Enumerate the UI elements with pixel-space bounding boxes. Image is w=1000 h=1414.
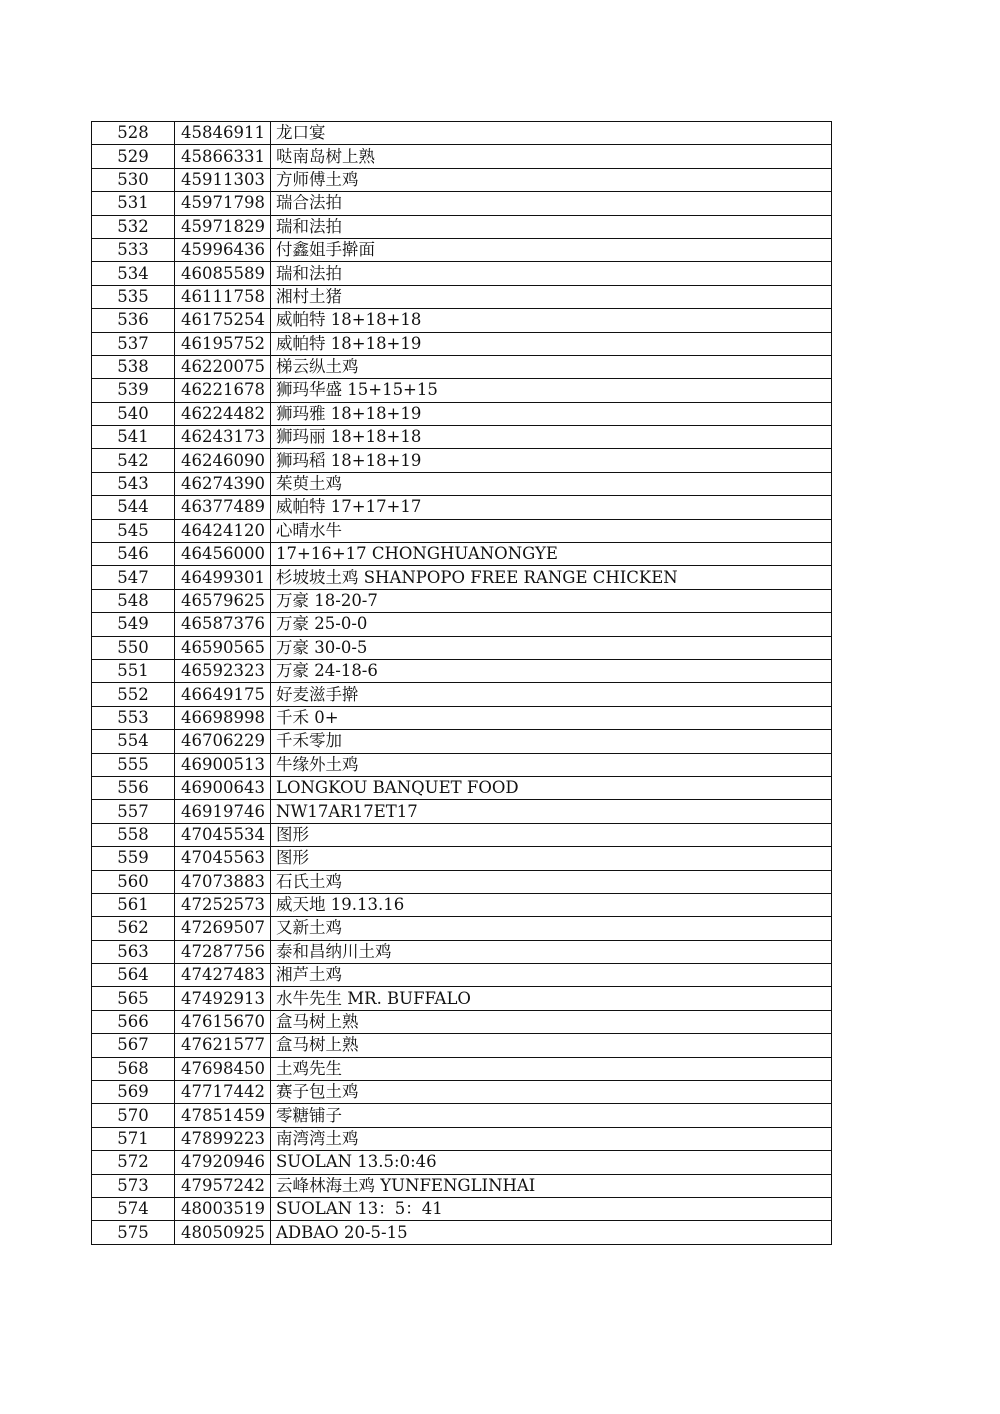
table-row [92,1151,832,1174]
table-row [92,776,832,799]
row-number-cell: 559 [92,847,175,870]
registration-number-cell: 48050925 [175,1221,271,1244]
registration-number-cell: 45846911 [175,122,271,145]
trademark-name-cell: 土鸡先生 [271,1057,832,1080]
registration-number-cell: 47899223 [175,1127,271,1150]
table-row [92,589,832,612]
row-number-cell: 543 [92,472,175,495]
trademark-name-cell: 万豪 24-18-6 [271,659,832,682]
row-number-cell: 563 [92,940,175,963]
registration-number-cell: 46243173 [175,426,271,449]
registration-number-cell: 46424120 [175,519,271,542]
trademark-name-cell: 瑞合法拍 [271,192,832,215]
table-row [92,472,832,495]
registration-number-cell: 47621577 [175,1034,271,1057]
row-number-cell: 545 [92,519,175,542]
registration-number-cell: 46220075 [175,355,271,378]
trademark-name-cell: 万豪 25-0-0 [271,613,832,636]
registration-number-cell: 46900513 [175,753,271,776]
trademark-name-cell: 图形 [271,823,832,846]
table-row [92,683,832,706]
row-number-cell: 555 [92,753,175,776]
trademark-name-cell: 瑞和法拍 [271,262,832,285]
table-row [92,379,832,402]
registration-number-cell: 46175254 [175,309,271,332]
table-row [92,893,832,916]
row-number-cell: 575 [92,1221,175,1244]
row-number-cell: 570 [92,1104,175,1127]
row-number-cell: 562 [92,917,175,940]
table-row [92,636,832,659]
trademark-name-cell: 威天地 19.13.16 [271,893,832,916]
row-number-cell: 541 [92,426,175,449]
table-row [92,215,832,238]
table-row [92,1104,832,1127]
registration-number-cell: 46649175 [175,683,271,706]
trademark-name-cell: 威帕特 18+18+18 [271,309,832,332]
table-row [92,496,832,519]
row-number-cell: 550 [92,636,175,659]
table-row [92,402,832,425]
trademark-name-cell: 云峰林海土鸡 YUNFENGLINHAI [271,1174,832,1197]
table-row [92,355,832,378]
table-row [92,1081,832,1104]
row-number-cell: 530 [92,168,175,191]
row-number-cell: 540 [92,402,175,425]
registration-number-cell: 46592323 [175,659,271,682]
registration-number-cell: 46274390 [175,472,271,495]
trademark-name-cell: SUOLAN 13：5：41 [271,1197,832,1220]
row-number-cell: 531 [92,192,175,215]
trademark-name-cell: 龙口宴 [271,122,832,145]
trademark-name-cell: 水牛先生 MR. BUFFALO [271,987,832,1010]
registration-number-cell: 45866331 [175,145,271,168]
table-row [92,1221,832,1244]
table-body [92,122,832,1245]
registration-number-cell: 46900643 [175,776,271,799]
table-row [92,519,832,542]
registration-number-cell: 45971829 [175,215,271,238]
registration-number-cell: 47492913 [175,987,271,1010]
trademark-name-cell: 杉坡坡土鸡 SHANPOPO FREE RANGE CHICKEN [271,566,832,589]
trademark-name-cell: 湘村土猪 [271,285,832,308]
table-row [92,426,832,449]
row-number-cell: 558 [92,823,175,846]
trademark-name-cell: 心晴水牛 [271,519,832,542]
registration-number-cell: 47269507 [175,917,271,940]
table-row [92,238,832,261]
table-row [92,285,832,308]
registration-number-cell: 47851459 [175,1104,271,1127]
row-number-cell: 528 [92,122,175,145]
registration-number-cell: 47045563 [175,847,271,870]
row-number-cell: 553 [92,706,175,729]
table-row [92,1174,832,1197]
row-number-cell: 554 [92,730,175,753]
trademark-name-cell: 瑞和法拍 [271,215,832,238]
registration-number-cell: 46587376 [175,613,271,636]
registration-number-cell: 46579625 [175,589,271,612]
row-number-cell: 568 [92,1057,175,1080]
row-number-cell: 573 [92,1174,175,1197]
trademark-name-cell: 盒马树上熟 [271,1010,832,1033]
trademark-name-cell: 付鑫姐手擀面 [271,238,832,261]
trademark-name-cell: 狮玛丽 18+18+18 [271,426,832,449]
row-number-cell: 542 [92,449,175,472]
table-row [92,917,832,940]
registration-number-cell: 46085589 [175,262,271,285]
trademark-name-cell: 盒马树上熟 [271,1034,832,1057]
row-number-cell: 548 [92,589,175,612]
trademark-name-cell: 图形 [271,847,832,870]
trademark-name-cell: 石氏土鸡 [271,870,832,893]
row-number-cell: 537 [92,332,175,355]
trademark-name-cell: 茱萸土鸡 [271,472,832,495]
table-row [92,145,832,168]
registration-number-cell: 46195752 [175,332,271,355]
row-number-cell: 529 [92,145,175,168]
row-number-cell: 564 [92,964,175,987]
row-number-cell: 569 [92,1081,175,1104]
row-number-cell: 539 [92,379,175,402]
row-number-cell: 551 [92,659,175,682]
table-row [92,332,832,355]
row-number-cell: 532 [92,215,175,238]
table-row [92,449,832,472]
registration-number-cell: 47427483 [175,964,271,987]
row-number-cell: 549 [92,613,175,636]
table-row [92,823,832,846]
trademark-name-cell: LONGKOU BANQUET FOOD [271,776,832,799]
table-row [92,168,832,191]
registration-number-cell: 47252573 [175,893,271,916]
row-number-cell: 565 [92,987,175,1010]
trademark-name-cell: 千禾零加 [271,730,832,753]
row-number-cell: 557 [92,800,175,823]
trademark-name-cell: 赛子包土鸡 [271,1081,832,1104]
registration-number-cell: 46224482 [175,402,271,425]
row-number-cell: 535 [92,285,175,308]
table-row [92,1057,832,1080]
table-row [92,613,832,636]
table-row [92,800,832,823]
row-number-cell: 546 [92,543,175,566]
registration-number-cell: 46456000 [175,543,271,566]
table-row [92,730,832,753]
row-number-cell: 552 [92,683,175,706]
registration-number-cell: 46246090 [175,449,271,472]
row-number-cell: 574 [92,1197,175,1220]
registration-number-cell: 46499301 [175,566,271,589]
registration-number-cell: 47698450 [175,1057,271,1080]
table-row [92,1197,832,1220]
table-row [92,1010,832,1033]
row-number-cell: 567 [92,1034,175,1057]
row-number-cell: 538 [92,355,175,378]
registration-number-cell: 48003519 [175,1197,271,1220]
trademark-name-cell: 狮玛稻 18+18+19 [271,449,832,472]
trademark-name-cell: 万豪 18-20-7 [271,589,832,612]
trademark-name-cell: 好麦滋手擀 [271,683,832,706]
trademark-name-cell: 泰和昌纳川土鸡 [271,940,832,963]
registration-number-cell: 46919746 [175,800,271,823]
table-row [92,964,832,987]
trademark-name-cell: 狮玛华盛 15+15+15 [271,379,832,402]
trademark-name-cell: 哒南岛树上熟 [271,145,832,168]
registration-number-cell: 46698998 [175,706,271,729]
registration-number-cell: 47045534 [175,823,271,846]
trademark-name-cell: 又新土鸡 [271,917,832,940]
table-row [92,987,832,1010]
trademark-name-cell: 南湾湾土鸡 [271,1127,832,1150]
row-number-cell: 566 [92,1010,175,1033]
table-row [92,1034,832,1057]
row-number-cell: 544 [92,496,175,519]
trademark-name-cell: 威帕特 17+17+17 [271,496,832,519]
table-row [92,1127,832,1150]
trademark-table [91,121,832,1245]
table-row [92,940,832,963]
table-row [92,706,832,729]
table-row [92,309,832,332]
table-row [92,122,832,145]
row-number-cell: 560 [92,870,175,893]
trademark-name-cell: 梯云纵土鸡 [271,355,832,378]
row-number-cell: 533 [92,238,175,261]
row-number-cell: 547 [92,566,175,589]
registration-number-cell: 45911303 [175,168,271,191]
registration-number-cell: 46377489 [175,496,271,519]
trademark-name-cell: 湘芦土鸡 [271,964,832,987]
table-row [92,543,832,566]
registration-number-cell: 46221678 [175,379,271,402]
trademark-name-cell: 威帕特 18+18+19 [271,332,832,355]
trademark-name-cell: SUOLAN 13.5:0:46 [271,1151,832,1174]
table-row [92,847,832,870]
table-row [92,192,832,215]
table-row [92,566,832,589]
registration-number-cell: 47287756 [175,940,271,963]
registration-number-cell: 47920946 [175,1151,271,1174]
trademark-name-cell: 零糖铺子 [271,1104,832,1127]
trademark-name-cell: 狮玛雅 18+18+19 [271,402,832,425]
row-number-cell: 561 [92,893,175,916]
table-row [92,262,832,285]
registration-number-cell: 47073883 [175,870,271,893]
trademark-name-cell: ADBAO 20-5-15 [271,1221,832,1244]
table-row [92,870,832,893]
registration-number-cell: 46590565 [175,636,271,659]
table-row [92,659,832,682]
registration-number-cell: 47957242 [175,1174,271,1197]
row-number-cell: 572 [92,1151,175,1174]
registration-number-cell: 45996436 [175,238,271,261]
row-number-cell: 536 [92,309,175,332]
trademark-name-cell: 万豪 30-0-5 [271,636,832,659]
trademark-name-cell: 方师傅土鸡 [271,168,832,191]
trademark-name-cell: NW17AR17ET17 [271,800,832,823]
table-row [92,753,832,776]
registration-number-cell: 46111758 [175,285,271,308]
row-number-cell: 556 [92,776,175,799]
trademark-name-cell: 千禾 0+ [271,706,832,729]
registration-number-cell: 47615670 [175,1010,271,1033]
row-number-cell: 571 [92,1127,175,1150]
registration-number-cell: 47717442 [175,1081,271,1104]
registration-number-cell: 46706229 [175,730,271,753]
trademark-name-cell: 牛缘外土鸡 [271,753,832,776]
trademark-name-cell: 17+16+17 CHONGHUANONGYE [271,543,832,566]
row-number-cell: 534 [92,262,175,285]
registration-number-cell: 45971798 [175,192,271,215]
